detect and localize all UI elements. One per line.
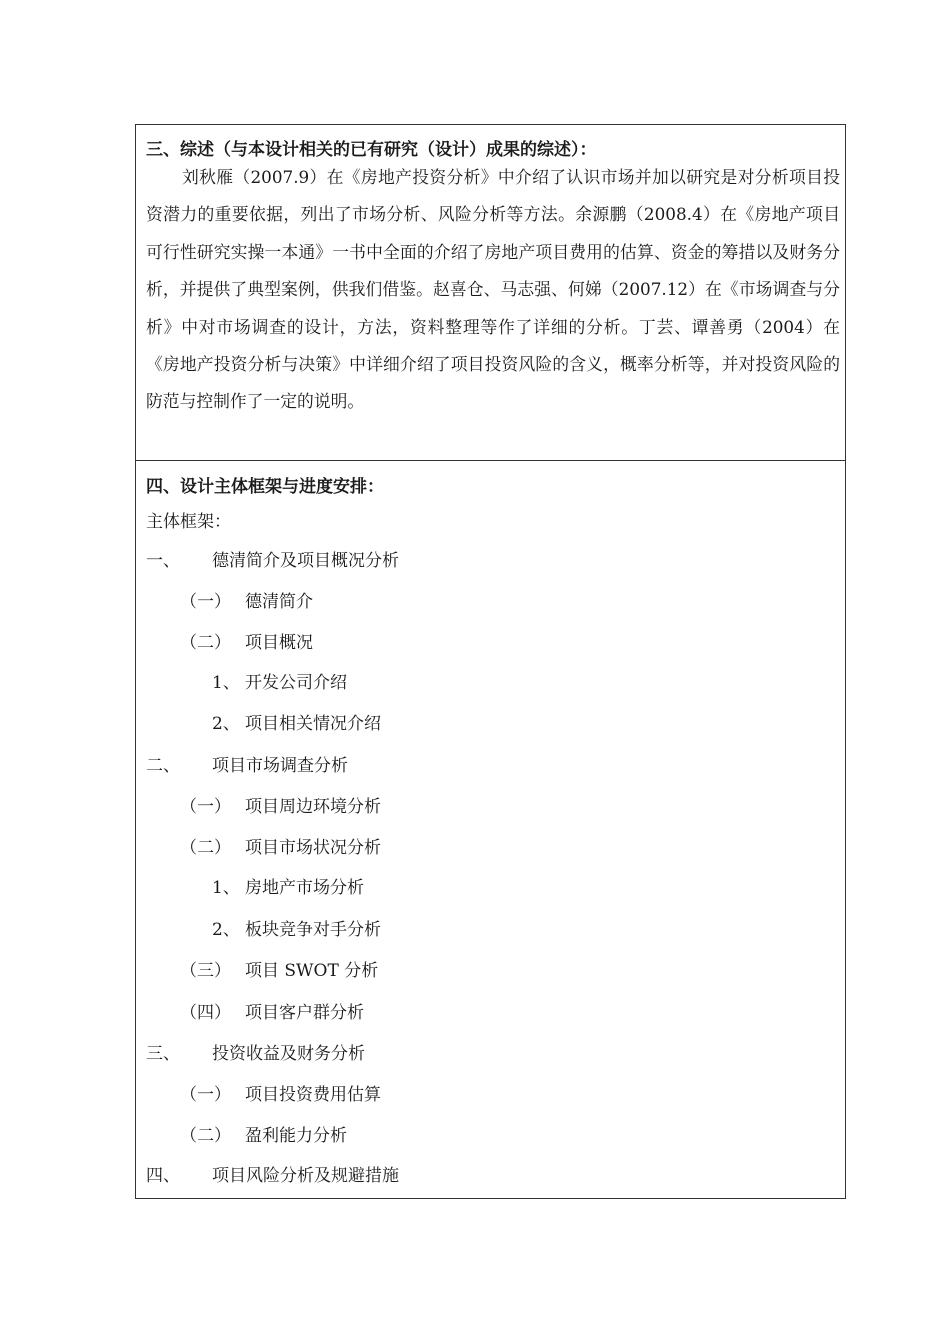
outline-text: 项目市场调查分析 bbox=[212, 756, 348, 776]
outline-text: 项目相关情况介绍 bbox=[245, 714, 381, 734]
outline-text: 德清简介 bbox=[245, 592, 313, 612]
outline-marker: 2、 bbox=[212, 714, 240, 734]
section-framework-schedule bbox=[135, 460, 846, 1199]
outline-marker: 三、 bbox=[146, 1044, 180, 1064]
outline-marker: （二） bbox=[180, 1126, 231, 1146]
section-heading: 四、设计主体框架与进度安排： bbox=[146, 477, 384, 497]
section-heading: 三、综述（与本设计相关的已有研究（设计）成果的综述）： bbox=[146, 140, 597, 160]
outline-marker: （三） bbox=[180, 961, 231, 981]
outline-text: 项目 SWOT 分析 bbox=[245, 961, 379, 981]
outline-text: 项目风险分析及规避措施 bbox=[212, 1166, 399, 1186]
outline-marker: （二） bbox=[180, 633, 231, 653]
outline-marker: （四） bbox=[180, 1003, 231, 1023]
outline-marker: 二、 bbox=[146, 756, 180, 776]
outline-text: 德清简介及项目概况分析 bbox=[212, 551, 399, 571]
section-literature-review bbox=[135, 124, 846, 461]
outline-marker: 1、 bbox=[212, 673, 240, 693]
outline-text: 项目客户群分析 bbox=[245, 1003, 364, 1023]
outline-text: 项目投资费用估算 bbox=[245, 1085, 381, 1105]
outline-text: 盈利能力分析 bbox=[245, 1126, 347, 1146]
outline-text: 开发公司介绍 bbox=[245, 673, 347, 693]
outline-marker: 一、 bbox=[146, 551, 180, 571]
review-paragraph: 刘秋雁（2007.9）在《房地产投资分析》中介绍了认识市场并加以研究是对分析项目投资潜力的重要依据，列出了市场分析、风险分析等方法。余源鹏（2008.4）在《房地产项目可行性研究实操一本通》一书中全面的介绍了房地产项目费用的估算、资金的筹措以及财务分析，并提供了典型案例，供我们借鉴。赵喜仓、马志强、何娣（2007.12）在《市场调查与分析》中对市场调查的设计，方法，资料整理等作了详细的分析。丁芸、谭善勇（2004）在《房地产投资分析与决策》中详细介绍了项目投资风险的含义，概率分析等，并对投资风险的防范与控制作了一定的说明。 bbox=[146, 167, 840, 412]
outline-marker: （一） bbox=[180, 1085, 231, 1105]
outline-text: 项目周边环境分析 bbox=[245, 797, 381, 817]
outline-text: 投资收益及财务分析 bbox=[212, 1044, 365, 1064]
outline-marker: （一） bbox=[180, 592, 231, 612]
outline-marker: （二） bbox=[180, 838, 231, 858]
outline-text: 房地产市场分析 bbox=[245, 878, 364, 898]
framework-subheading: 主体框架： bbox=[146, 512, 231, 532]
outline-marker: （一） bbox=[180, 797, 231, 817]
outline-marker: 四、 bbox=[146, 1166, 180, 1186]
outline-marker: 1、 bbox=[212, 878, 240, 898]
outline-text: 项目市场状况分析 bbox=[245, 838, 381, 858]
outline-text: 项目概况 bbox=[245, 633, 313, 653]
outline-text: 板块竞争对手分析 bbox=[245, 920, 381, 940]
outline-marker: 2、 bbox=[212, 920, 240, 940]
